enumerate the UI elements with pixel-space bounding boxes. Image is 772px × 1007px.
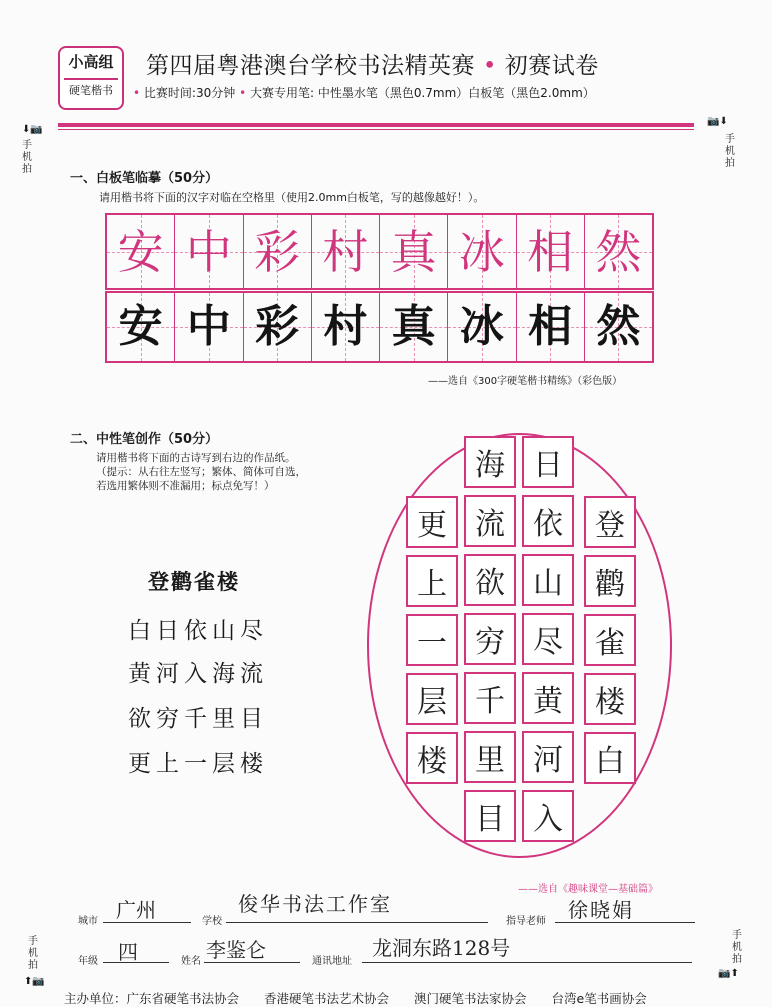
title-suffix: 初赛试卷 (504, 53, 599, 79)
city-label: 城市 (78, 916, 98, 927)
title-main: 第四届粤港澳台学校书法精英赛 (146, 53, 475, 79)
artwork-cell[interactable]: 上 (406, 555, 458, 607)
artwork-cell[interactable]: 黄 (522, 672, 574, 724)
bullet-icon: • (133, 86, 141, 100)
artwork-cell[interactable]: 尽 (522, 613, 574, 665)
section1-instructions: 请用楷书将下面的汉字对临在空格里（使用2.0mm白板笔，写的越像越好！）。 (99, 191, 485, 204)
written-char: 然 (596, 301, 641, 352)
grade-value[interactable]: 四 (118, 940, 138, 964)
poem-line: 黄河入海流 (128, 661, 268, 687)
side-label-left-top: 手机拍 (22, 140, 32, 175)
poem-title: 登鹳雀楼 (148, 570, 240, 594)
poem-line: 欲穷千里目 (128, 706, 268, 732)
model-char: 彩 (254, 224, 301, 279)
artwork-cell[interactable]: 楼 (406, 732, 458, 784)
exam-pens: 大赛专用笔: 中性墨水笔（黑色0.7mm）白板笔（黑色2.0mm） (249, 86, 595, 100)
school-value[interactable]: 俊华书法工作室 (238, 892, 392, 916)
grade-label: 年级 (78, 956, 98, 967)
artwork-cell[interactable]: 河 (522, 731, 574, 783)
model-char: 冰 (458, 224, 505, 279)
model-char: 相 (527, 224, 574, 279)
written-char: 中 (186, 301, 231, 352)
address-label: 通讯地址 (312, 956, 352, 967)
artwork-cell[interactable]: 入 (522, 790, 574, 842)
artwork-cell[interactable]: 白 (584, 732, 636, 784)
artwork-cell[interactable]: 千 (464, 672, 516, 724)
badge-category-label: 硬笔楷书 (69, 84, 113, 97)
camera-icon: ⬇📷 (22, 124, 43, 135)
artwork-cell[interactable]: 鹳 (584, 555, 636, 607)
address-value[interactable]: 龙洞东路128号 (372, 936, 511, 960)
side-label-right-top: 手机拍 (725, 134, 735, 169)
written-char: 村 (323, 301, 368, 352)
instruction-line: 若选用繁体则不准漏用；标点免写！） (96, 480, 275, 492)
section2-source: ——选自《趣味课堂—基础篇》 (518, 884, 658, 895)
badge-group-label: 小高组 (68, 53, 114, 71)
written-char: 彩 (255, 301, 300, 352)
camera-icon: 📷⬆ (718, 968, 739, 979)
artwork-cell[interactable]: 更 (406, 496, 458, 548)
artwork-cell[interactable]: 里 (464, 731, 516, 783)
written-char: 相 (528, 301, 573, 352)
written-char: 真 (391, 301, 436, 352)
artwork-cell[interactable]: 雀 (584, 614, 636, 666)
written-char: 冰 (459, 301, 504, 352)
section2-heading: 二、中性笔创作（50分） (70, 432, 219, 447)
name-value[interactable]: 李鉴仑 (206, 938, 266, 962)
camera-icon: 📷⬇ (707, 116, 728, 127)
section1-source: ——选自《300字硬笔楷书精练》（彩色版） (428, 376, 623, 387)
name-label: 姓名 (181, 956, 201, 967)
model-char: 中 (185, 224, 232, 279)
artwork-cell[interactable]: 山 (522, 554, 574, 606)
exam-time: 比赛时间:30分钟 (143, 86, 236, 100)
artwork-cell[interactable]: 日 (522, 436, 574, 488)
artwork-cell[interactable]: 穷 (464, 613, 516, 665)
artwork-cell[interactable]: 登 (584, 496, 636, 548)
artwork-cell[interactable]: 层 (406, 673, 458, 725)
model-char: 村 (322, 224, 369, 279)
artwork-cell[interactable]: 流 (464, 495, 516, 547)
teacher-value[interactable]: 徐晓娟 (568, 898, 634, 922)
address-underline (362, 962, 692, 963)
instruction-line: （提示：从右往左竖写；繁体、简体可自选， (96, 466, 306, 478)
model-char: 然 (595, 224, 642, 279)
side-label-right-bottom: 手机拍 (732, 930, 742, 965)
artwork-cell[interactable]: 欲 (464, 554, 516, 606)
artwork-cell[interactable]: 一 (406, 614, 458, 666)
teacher-label: 指导老师 (506, 916, 546, 927)
artwork-cell[interactable]: 依 (522, 495, 574, 547)
instruction-line: 请用楷书将下面的古诗写到右边的作品纸。 (96, 452, 296, 464)
city-value[interactable]: 广州 (116, 898, 156, 922)
poem-line: 白日依山尽 (128, 618, 268, 644)
camera-icon: ⬆📷 (24, 976, 45, 987)
written-char: 安 (118, 301, 163, 352)
bullet-icon: • (239, 86, 247, 100)
artwork-cell[interactable]: 海 (464, 436, 516, 488)
section1-heading: 一、白板笔临摹（50分） (70, 171, 219, 186)
school-underline (226, 922, 488, 923)
model-char: 真 (390, 224, 437, 279)
school-label: 学校 (202, 916, 222, 927)
side-label-left-bottom: 手机拍 (28, 936, 38, 971)
artwork-cell[interactable]: 楼 (584, 673, 636, 725)
artwork-cell[interactable]: 目 (464, 790, 516, 842)
organizers-footer: 主办单位：广东省硬笔书法协会 香港硬笔书法艺术协会 澳门硬笔书法家协会 台湾e笔书画协会 (64, 991, 647, 1006)
poem-line: 更上一层楼 (128, 751, 268, 777)
title-dot: • (482, 53, 497, 79)
model-char: 安 (117, 224, 164, 279)
